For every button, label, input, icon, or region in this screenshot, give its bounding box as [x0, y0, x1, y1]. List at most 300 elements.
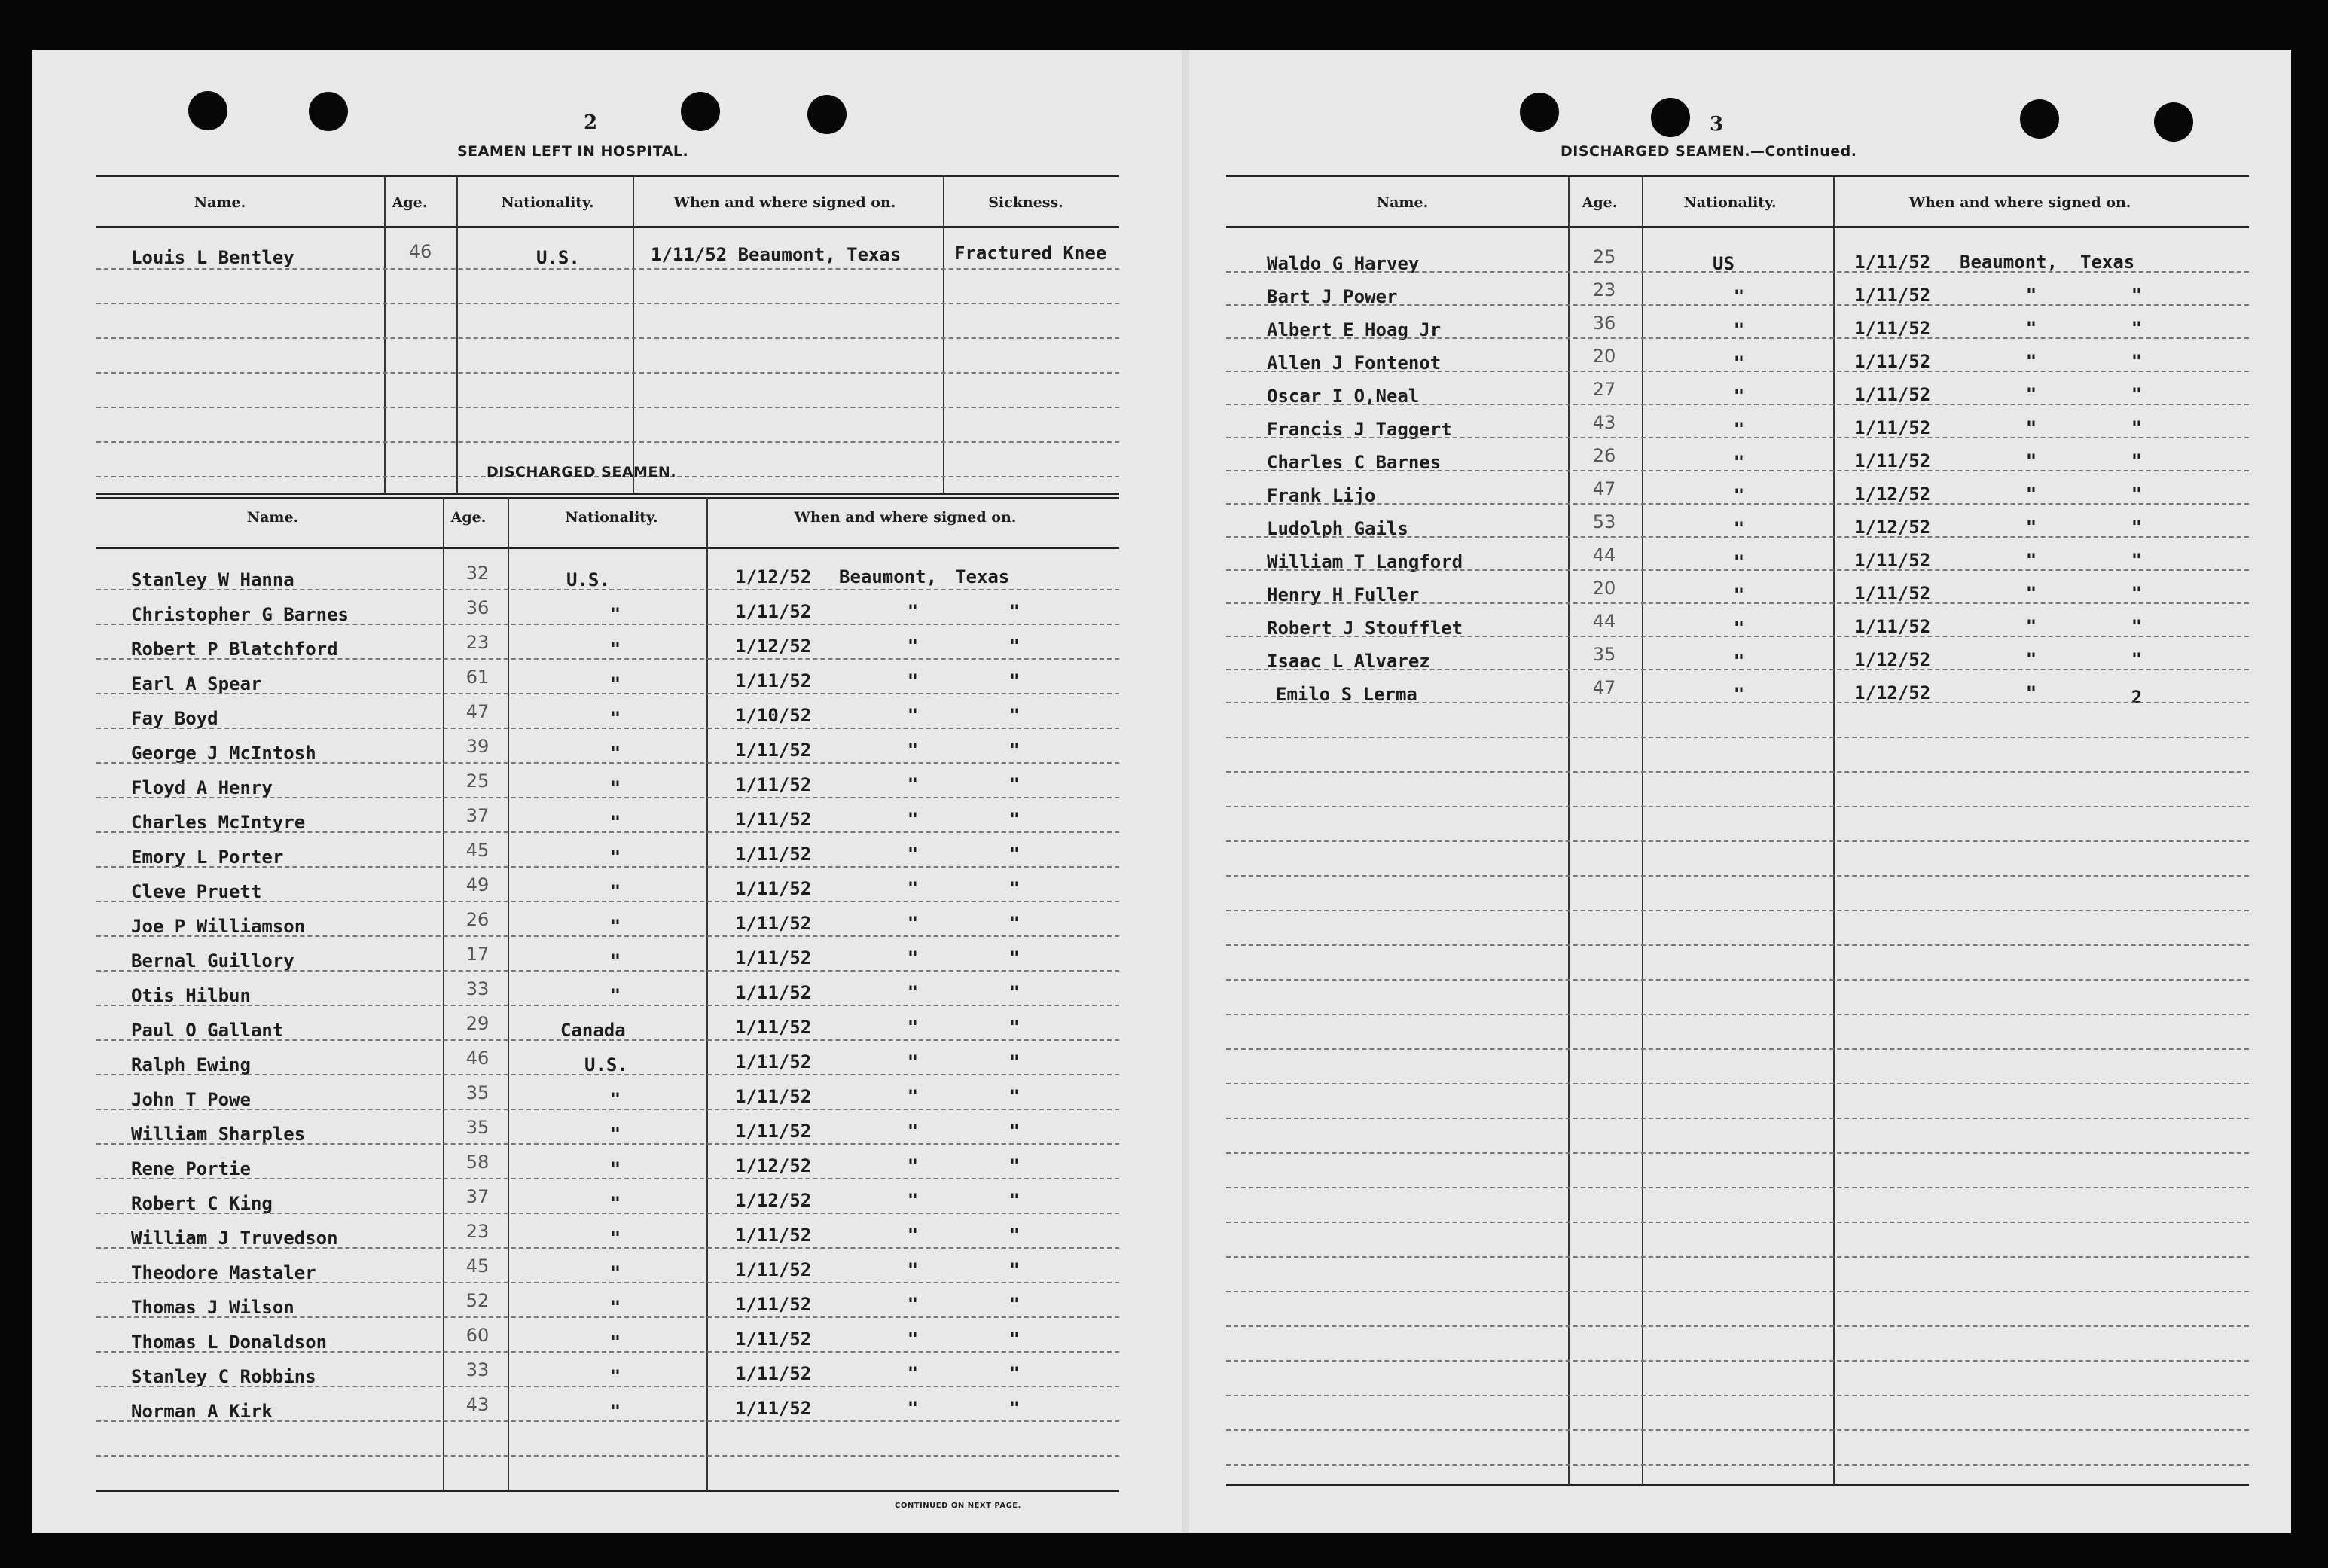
signed-date: 1/10/52: [735, 705, 812, 726]
signed-state: ": [1008, 947, 1021, 969]
signed-place: ": [907, 1155, 919, 1176]
signed-date: 1/11/52: [1854, 417, 1931, 438]
signed-state: ": [2131, 583, 2143, 604]
seaman-nationality: ": [609, 1262, 621, 1283]
signed-date: 1/11/52: [735, 982, 812, 1003]
signed-state: ": [1008, 774, 1021, 795]
hospital-signed-on: 1/11/52 Beaumont, Texas: [651, 244, 902, 265]
seaman-nationality: ": [1733, 452, 1745, 473]
seaman-nationality: ": [609, 1228, 621, 1249]
signed-date: 1/12/52: [1854, 682, 1931, 703]
hospital-age: 46: [408, 241, 432, 262]
seaman-name: Stanley C Robbins: [131, 1366, 316, 1387]
seaman-age: 35: [1592, 644, 1616, 665]
seaman-age: 20: [1592, 346, 1616, 367]
row-rule: [1226, 1083, 2249, 1084]
seaman-age: 35: [465, 1082, 490, 1103]
signed-state: ": [1008, 1294, 1021, 1315]
row-rule: [1226, 806, 2249, 807]
signed-state: ": [2131, 550, 2143, 571]
seaman-nationality: ": [609, 708, 621, 729]
seaman-name: Robert P Blatchford: [131, 639, 338, 660]
row-rule: [96, 1351, 1119, 1353]
row-rule: [1226, 910, 2249, 911]
seaman-age: 27: [1592, 379, 1616, 400]
seaman-age: 35: [465, 1117, 490, 1138]
row-rule: [1226, 1429, 2249, 1431]
row-rule: [1226, 437, 2249, 438]
seaman-nationality: ": [609, 1089, 621, 1110]
seaman-nationality: ": [1733, 286, 1745, 307]
row-rule: [96, 728, 1119, 729]
row-rule: [96, 762, 1119, 764]
signed-state: ": [2131, 285, 2143, 306]
signed-state: ": [1008, 1121, 1021, 1142]
signed-place: ": [907, 878, 919, 899]
signed-place: Beaumont,: [1960, 252, 2058, 273]
signed-state: ": [1008, 670, 1021, 691]
seaman-nationality: ": [609, 639, 621, 660]
hospital-row-line: [96, 303, 1119, 304]
seaman-age: 23: [465, 632, 490, 653]
seaman-nationality: ": [609, 881, 621, 902]
signed-state: ": [1008, 843, 1021, 865]
signed-place: Beaumont,: [839, 566, 938, 587]
hospital-col-divider: [456, 175, 458, 493]
signed-place: ": [907, 947, 919, 969]
right-col-name: Name.: [1376, 194, 1429, 211]
seaman-age: 29: [465, 1013, 490, 1034]
seaman-nationality: ": [609, 950, 621, 972]
hospital-col-signed-on: When and where signed on.: [673, 194, 896, 211]
signed-date: 1/11/52: [735, 947, 812, 969]
row-rule: [1226, 1152, 2249, 1154]
signed-place: ": [2025, 517, 2037, 538]
signed-date: 1/11/52: [735, 1398, 812, 1419]
seaman-name: Robert J Stoufflet: [1267, 618, 1463, 639]
seaman-name: Isaac L Alvarez: [1267, 651, 1430, 672]
signed-date: 1/11/52: [735, 670, 812, 691]
right-header-rule: [1226, 226, 2249, 228]
seaman-age: 25: [465, 770, 490, 792]
seaman-age: 53: [1592, 511, 1616, 532]
signed-state: ": [2131, 318, 2143, 339]
seaman-name: William Sharples: [131, 1124, 306, 1145]
signed-place: ": [2025, 450, 2037, 471]
signed-state: Texas: [2080, 252, 2135, 273]
signed-date: 1/11/52: [735, 1329, 812, 1350]
row-rule: [1226, 669, 2249, 670]
signed-place: ": [2025, 484, 2037, 505]
signed-date: 1/12/52: [735, 1190, 812, 1211]
signed-date: 1/11/52: [735, 1259, 812, 1280]
signed-date: 1/11/52: [1854, 384, 1931, 405]
signed-date: 1/11/52: [735, 1051, 812, 1072]
signed-state: ": [1008, 1398, 1021, 1419]
seaman-name: Emory L Porter: [131, 847, 284, 868]
row-rule: [1226, 1187, 2249, 1188]
seaman-nationality: ": [609, 916, 621, 937]
signed-state: 2: [2131, 687, 2143, 708]
row-rule: [1226, 1291, 2249, 1292]
seaman-age: 32: [465, 563, 490, 584]
signed-state: ": [2131, 417, 2143, 438]
seaman-age: 52: [465, 1290, 490, 1311]
row-rule: [96, 589, 1119, 590]
row-rule: [1226, 1360, 2249, 1362]
seaman-age: 44: [1592, 611, 1616, 632]
row-rule: [96, 1247, 1119, 1249]
seaman-nationality: ": [609, 604, 621, 625]
seaman-name: Ludolph Gails: [1267, 518, 1408, 539]
seaman-nationality: ": [1733, 551, 1745, 572]
signed-place: ": [2025, 318, 2037, 339]
signed-date: 1/11/52: [735, 1225, 812, 1246]
hospital-table-top-rule: [96, 175, 1119, 177]
row-rule: [1226, 702, 2249, 703]
hospital-name: Louis L Bentley: [131, 247, 294, 268]
row-rule: [1226, 1014, 2249, 1015]
right-col-age: Age.: [1582, 194, 1618, 211]
seaman-age: 44: [1592, 545, 1616, 566]
signed-date: 1/12/52: [1854, 649, 1931, 670]
signed-date: 1/12/52: [735, 636, 812, 657]
seaman-nationality: ": [1733, 319, 1745, 340]
hospital-nationality: U.S.: [536, 247, 580, 268]
seaman-name: Emilo S Lerma: [1276, 684, 1417, 705]
seaman-age: 37: [465, 805, 490, 826]
row-rule: [1226, 569, 2249, 571]
hospital-row-line: [96, 337, 1119, 339]
hospital-row-line: [96, 268, 1119, 270]
hospital-bottom-rule: [96, 493, 1119, 495]
seaman-nationality: ": [609, 847, 621, 868]
continued-note: CONTINUED ON NEXT PAGE.: [895, 1502, 1021, 1510]
signed-date: 1/11/52: [735, 913, 812, 934]
discharged-col-divider: [443, 497, 444, 1490]
signed-state: ": [2131, 484, 2143, 505]
row-rule: [1226, 371, 2249, 372]
signed-date: 1/11/52: [735, 843, 812, 865]
discharged-col-age: Age.: [450, 509, 487, 526]
signed-place: ": [907, 982, 919, 1003]
row-rule: [96, 693, 1119, 694]
signed-date: 1/12/52: [1854, 484, 1931, 505]
document-page: [32, 50, 2291, 1533]
signed-place: ": [907, 601, 919, 622]
row-rule: [1226, 737, 2249, 738]
seaman-nationality: ": [1733, 352, 1745, 374]
seaman-nationality: US: [1713, 253, 1735, 274]
seaman-age: 49: [465, 874, 490, 895]
signed-state: Texas: [955, 566, 1010, 587]
signed-date: 1/11/52: [735, 1121, 812, 1142]
seaman-age: 23: [465, 1221, 490, 1242]
seaman-nationality: ": [609, 1332, 621, 1353]
signed-date: 1/11/52: [735, 809, 812, 830]
row-rule: [1226, 875, 2249, 877]
row-rule: [1226, 536, 2249, 538]
seaman-age: 26: [465, 909, 490, 930]
signed-date: 1/11/52: [735, 1086, 812, 1107]
seaman-name: John T Powe: [131, 1089, 251, 1110]
hospital-col-nationality: Nationality.: [501, 194, 594, 211]
row-rule: [1226, 1118, 2249, 1119]
discharged-col-signed-on: When and where signed on.: [794, 509, 1017, 526]
seaman-name: Stanley W Hanna: [131, 569, 294, 590]
punch-hole: [2020, 99, 2059, 139]
row-rule: [1226, 840, 2249, 842]
seaman-age: 45: [465, 840, 490, 861]
row-rule: [1226, 636, 2249, 637]
signed-place: ": [907, 1259, 919, 1280]
seaman-age: 61: [465, 667, 490, 688]
signed-state: ": [1008, 636, 1021, 657]
signed-date: 1/11/52: [1854, 450, 1931, 471]
seaman-name: Cleve Pruett: [131, 881, 262, 902]
seaman-nationality: ": [609, 777, 621, 798]
signed-state: ": [1008, 913, 1021, 934]
seaman-age: 23: [1592, 279, 1616, 300]
row-rule: [96, 1143, 1119, 1145]
signed-state: ": [1008, 1329, 1021, 1350]
seaman-name: Thomas J Wilson: [131, 1297, 294, 1318]
right-table-top-rule: [1226, 175, 2249, 177]
signed-state: ": [2131, 351, 2143, 372]
seaman-age: 33: [465, 978, 490, 999]
seaman-nationality: ": [609, 743, 621, 764]
seaman-nationality: ": [609, 1193, 621, 1214]
row-rule: [1226, 1464, 2249, 1466]
hospital-col-age: Age.: [392, 194, 428, 211]
signed-place: ": [2025, 583, 2037, 604]
signed-date: 1/11/52: [1854, 351, 1931, 372]
discharged-header-rule: [96, 547, 1119, 549]
seaman-nationality: ": [609, 1124, 621, 1145]
signed-place: ": [907, 1398, 919, 1419]
row-rule: [1226, 271, 2249, 273]
row-rule: [1226, 602, 2249, 604]
hospital-row-line: [96, 407, 1119, 408]
signed-state: ": [2131, 517, 2143, 538]
seaman-name: Albert E Hoag Jr: [1267, 319, 1442, 340]
seaman-nationality: Canada: [560, 1020, 626, 1041]
row-rule: [1226, 1395, 2249, 1396]
right-col-nationality: Nationality.: [1683, 194, 1777, 211]
signed-place: ": [907, 636, 919, 657]
row-rule: [1226, 1325, 2249, 1327]
punch-hole: [807, 95, 847, 134]
row-rule: [96, 1074, 1119, 1075]
seaman-nationality: ": [1733, 651, 1745, 672]
seaman-nationality: ": [1733, 485, 1745, 506]
hospital-row-line: [96, 441, 1119, 443]
seaman-name: Robert C King: [131, 1193, 273, 1214]
row-rule: [96, 1109, 1119, 1110]
seaman-age: 60: [465, 1325, 490, 1346]
seaman-age: 26: [1592, 445, 1616, 466]
seaman-name: Henry H Fuller: [1267, 584, 1420, 606]
row-rule: [96, 901, 1119, 902]
signed-place: ": [907, 913, 919, 934]
punch-hole: [309, 92, 348, 131]
hospital-col-sickness: Sickness.: [988, 194, 1063, 211]
signed-place: ": [2025, 417, 2037, 438]
seaman-name: Thomas L Donaldson: [131, 1332, 328, 1353]
seaman-nationality: U.S.: [584, 1054, 628, 1075]
signed-state: ": [1008, 1259, 1021, 1280]
row-rule: [1226, 771, 2249, 773]
punch-hole: [188, 91, 227, 130]
discharged-col-name: Name.: [246, 509, 299, 526]
signed-state: ": [1008, 1363, 1021, 1384]
signed-place: ": [907, 740, 919, 761]
seaman-nationality: ": [609, 1366, 621, 1387]
signed-date: 1/11/52: [1854, 550, 1931, 571]
seaman-name: Joe P Williamson: [131, 916, 306, 937]
signed-date: 1/11/52: [1854, 285, 1931, 306]
seaman-nationality: U.S.: [566, 569, 610, 590]
seaman-name: Otis Hilbun: [131, 985, 251, 1006]
seaman-name: Ralph Ewing: [131, 1054, 251, 1075]
right-bottom-rule: [1226, 1484, 2249, 1486]
signed-place: ": [907, 1225, 919, 1246]
signed-date: 1/11/52: [1854, 252, 1931, 273]
seaman-name: Rene Portie: [131, 1158, 251, 1179]
seaman-age: 17: [465, 944, 490, 965]
discharged-section-title: DISCHARGED SEAMEN.: [487, 464, 677, 480]
row-rule: [96, 1178, 1119, 1179]
hospital-col-divider: [633, 175, 634, 493]
seaman-nationality: ": [1733, 618, 1745, 639]
seaman-age: 25: [1592, 246, 1616, 267]
seaman-age: 46: [465, 1048, 490, 1069]
row-rule: [96, 1316, 1119, 1318]
row-rule: [96, 935, 1119, 937]
hospital-section-title: SEAMEN LEFT IN HOSPITAL.: [457, 143, 689, 160]
signed-state: ": [1008, 809, 1021, 830]
signed-place: ": [2025, 384, 2037, 405]
hospital-header-rule: [96, 226, 1119, 228]
seaman-nationality: ": [609, 1158, 621, 1179]
seaman-name: Bart J Power: [1267, 286, 1398, 307]
signed-date: 1/11/52: [735, 1017, 812, 1038]
signed-state: ": [2131, 616, 2143, 637]
discharged-continued-title: DISCHARGED SEAMEN.—Continued.: [1561, 143, 1857, 160]
right-col-signed-on: When and where signed on.: [1908, 194, 2131, 211]
signed-place: ": [907, 1051, 919, 1072]
seaman-name: Oscar I O,Neal: [1267, 386, 1420, 407]
seaman-name: Fay Boyd: [131, 708, 218, 729]
seaman-name: Floyd A Henry: [131, 777, 273, 798]
seaman-name: Bernal Guillory: [131, 950, 294, 972]
seaman-nationality: ": [609, 1401, 621, 1422]
signed-date: 1/11/52: [735, 601, 812, 622]
seaman-age: 47: [1592, 677, 1616, 698]
seaman-name: William T Langford: [1267, 551, 1463, 572]
signed-state: ": [1008, 878, 1021, 899]
row-rule: [96, 831, 1119, 833]
signed-place: ": [907, 705, 919, 726]
seaman-age: 47: [465, 701, 490, 722]
row-rule: [1226, 304, 2249, 306]
seaman-age: 33: [465, 1359, 490, 1380]
signed-state: ": [2131, 649, 2143, 670]
signed-state: ": [1008, 740, 1021, 761]
signed-state: ": [1008, 982, 1021, 1003]
signed-place: ": [907, 1190, 919, 1211]
signed-place: ": [907, 1294, 919, 1315]
signed-place: ": [2025, 351, 2037, 372]
discharged-col-divider: [508, 497, 509, 1490]
seaman-name: Frank Lijo: [1267, 485, 1376, 506]
seaman-age: 37: [465, 1186, 490, 1207]
seaman-name: Paul O Gallant: [131, 1020, 284, 1041]
hospital-col-name: Name.: [194, 194, 246, 211]
signed-date: 1/11/52: [735, 740, 812, 761]
seaman-nationality: ": [1733, 386, 1745, 407]
row-rule: [96, 970, 1119, 972]
seaman-name: Charles C Barnes: [1267, 452, 1442, 473]
signed-place: ": [907, 1121, 919, 1142]
discharged-table-top-rule: [96, 497, 1119, 499]
seaman-name: Waldo G Harvey: [1267, 253, 1420, 274]
seaman-nationality: ": [1733, 684, 1745, 705]
seaman-name: Theodore Mastaler: [131, 1262, 316, 1283]
seaman-name: Allen J Fontenot: [1267, 352, 1442, 374]
signed-state: ": [2131, 450, 2143, 471]
row-rule: [1226, 979, 2249, 981]
row-rule: [96, 1213, 1119, 1214]
page-spine: [1182, 50, 1189, 1533]
seaman-name: Norman A Kirk: [131, 1401, 273, 1422]
hospital-col-divider: [384, 175, 386, 493]
seaman-age: 45: [465, 1255, 490, 1277]
seaman-age: 39: [465, 736, 490, 757]
signed-date: 1/12/52: [735, 1155, 812, 1176]
signed-place: ": [907, 1086, 919, 1107]
row-rule: [1226, 503, 2249, 505]
signed-date: 1/11/52: [735, 878, 812, 899]
row-rule: [96, 1455, 1119, 1457]
row-rule: [96, 866, 1119, 868]
row-rule: [96, 1039, 1119, 1041]
seaman-nationality: ": [609, 985, 621, 1006]
signed-date: 1/11/52: [735, 774, 812, 795]
row-rule: [1226, 470, 2249, 471]
seaman-name: George J McIntosh: [131, 743, 316, 764]
signed-state: ": [1008, 1190, 1021, 1211]
signed-date: 1/11/52: [1854, 318, 1931, 339]
signed-date: 1/11/52: [1854, 583, 1931, 604]
right-page-number: 3: [1710, 113, 1724, 136]
signed-place: ": [2025, 682, 2037, 703]
seaman-name: Charles McIntyre: [131, 812, 306, 833]
signed-place: ": [2025, 285, 2037, 306]
row-rule: [96, 1005, 1119, 1006]
seaman-age: 36: [1592, 313, 1616, 334]
signed-state: ": [1008, 1225, 1021, 1246]
punch-hole: [1520, 93, 1559, 132]
signed-state: ": [1008, 1017, 1021, 1038]
row-rule: [96, 658, 1119, 660]
seaman-age: 36: [465, 597, 490, 618]
signed-date: 1/11/52: [735, 1363, 812, 1384]
seaman-age: 20: [1592, 578, 1616, 599]
signed-place: ": [907, 843, 919, 865]
discharged-col-nationality: Nationality.: [565, 509, 658, 526]
punch-hole: [1651, 98, 1690, 137]
